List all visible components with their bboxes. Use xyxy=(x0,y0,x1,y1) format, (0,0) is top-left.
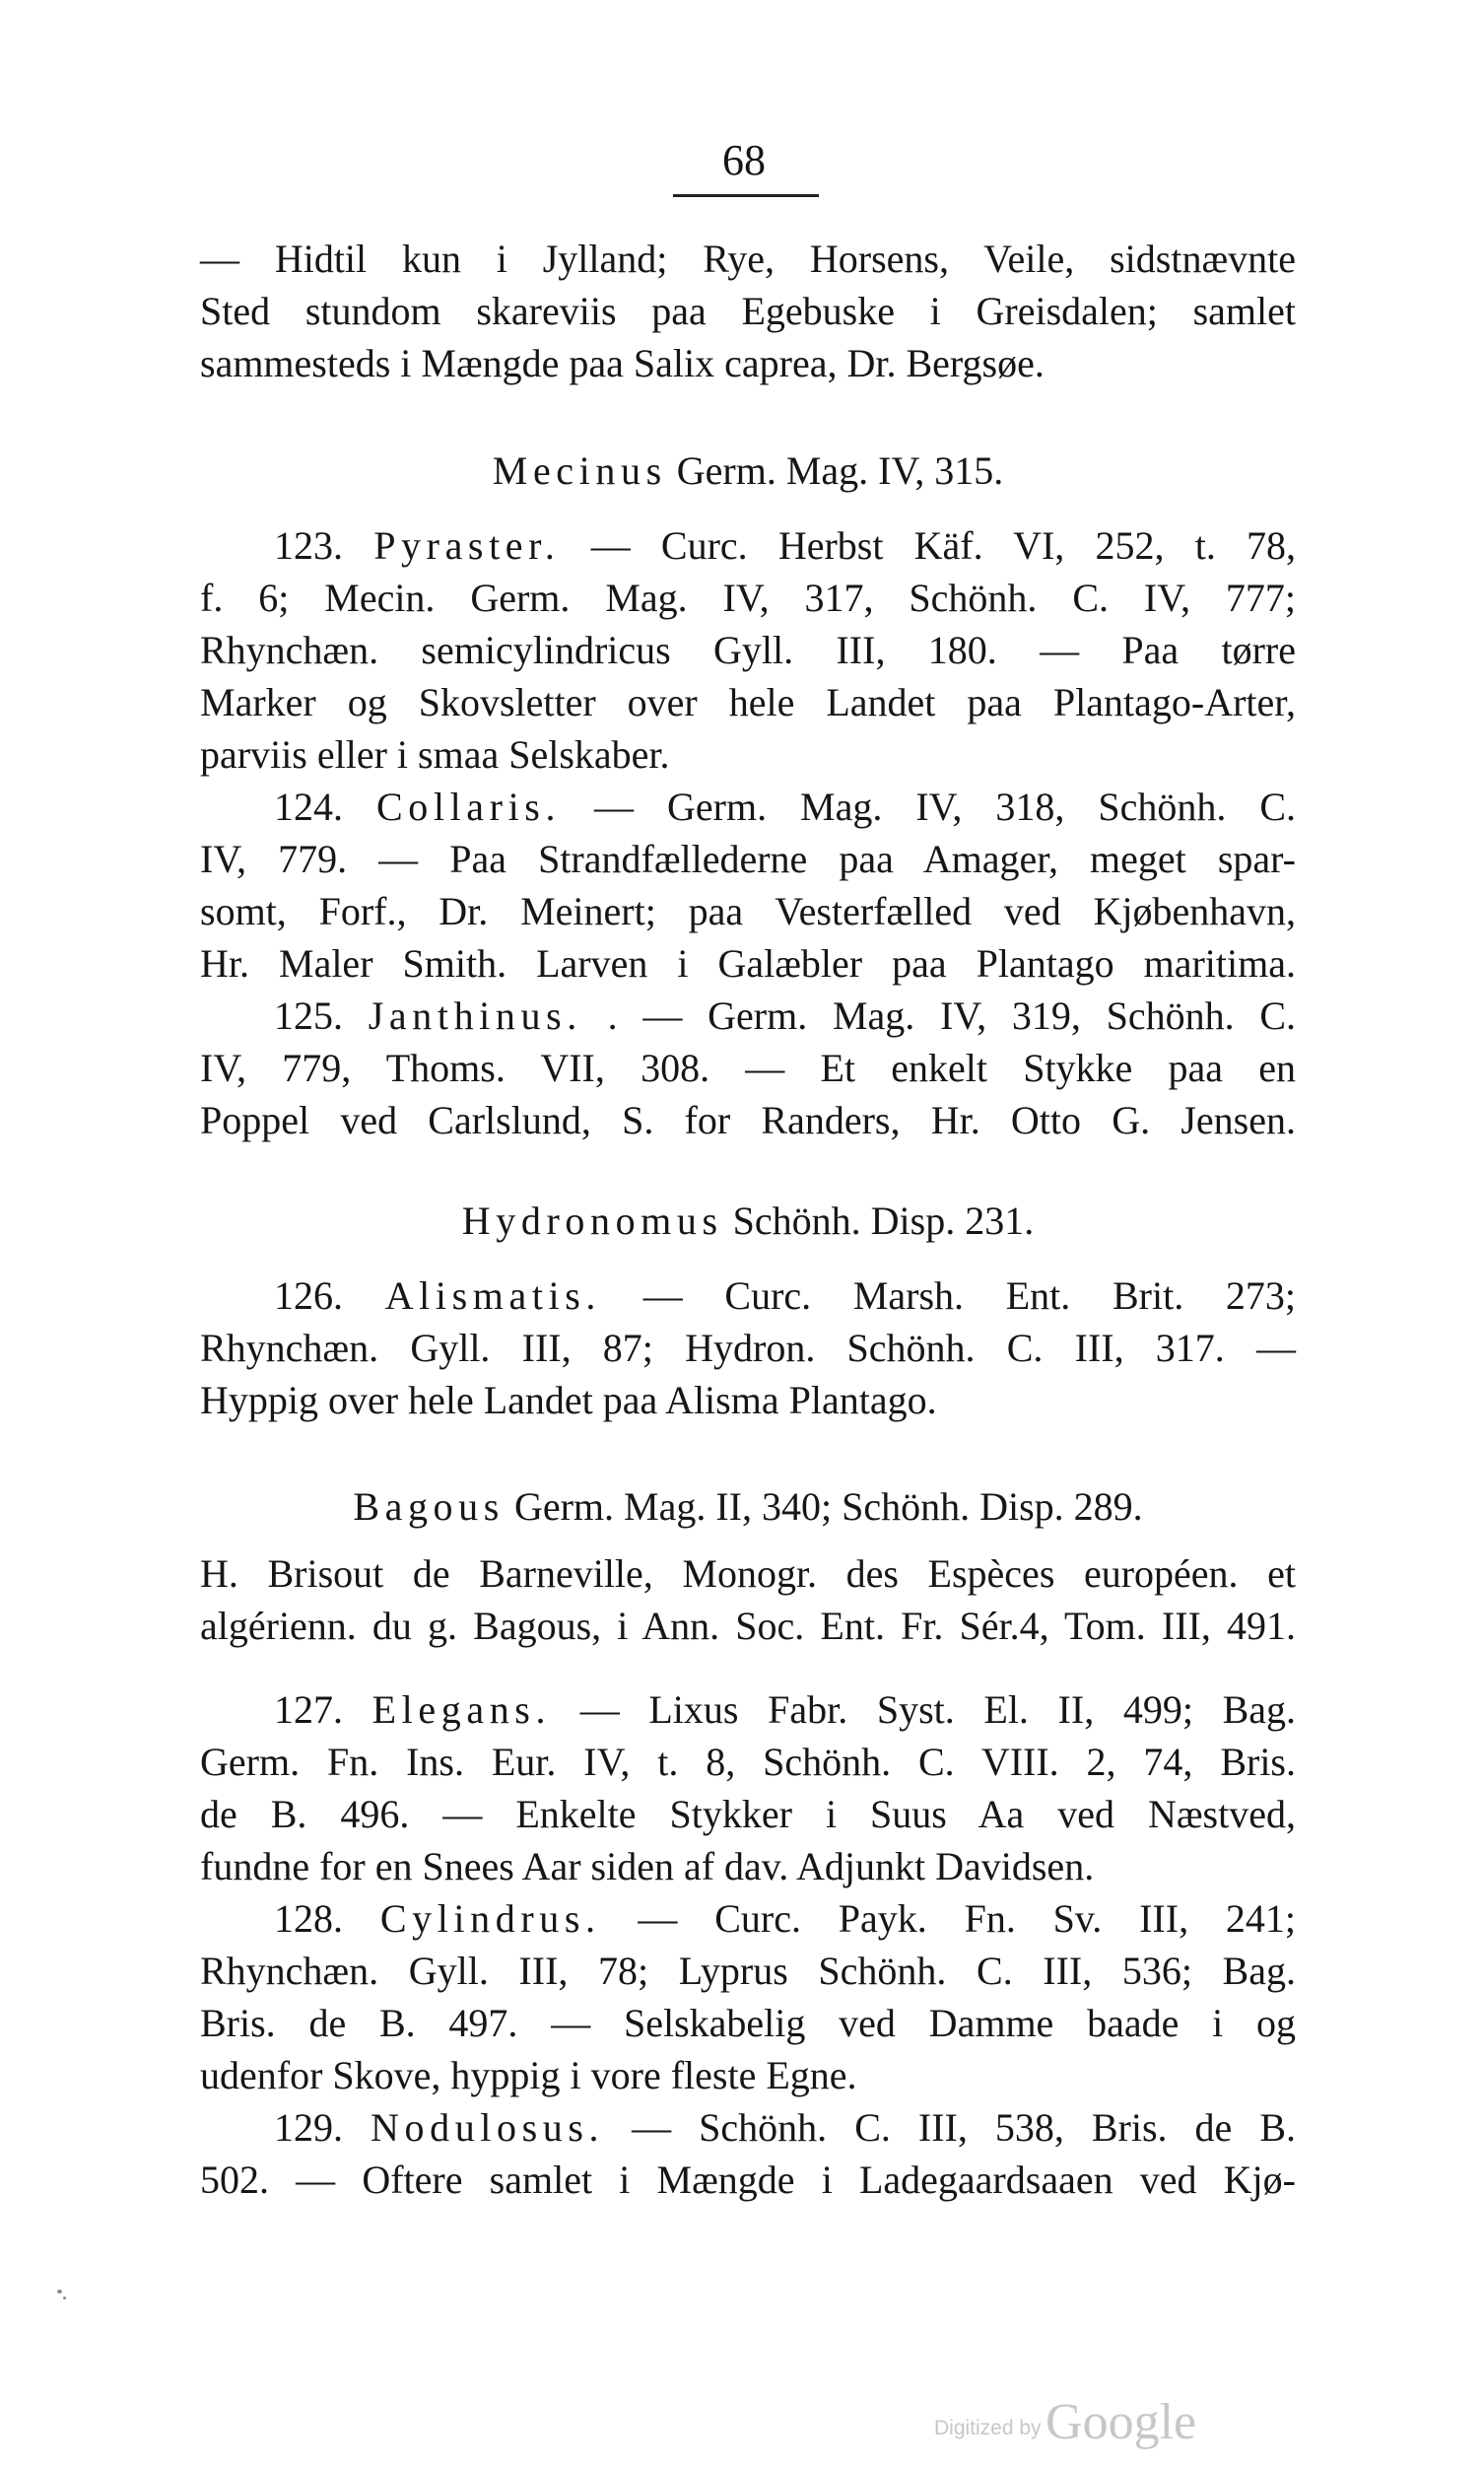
page-number-rule xyxy=(673,194,819,197)
species-entry-line xyxy=(200,2101,1296,2154)
text-line: H. Brisout de Barneville, Monogr. des Espèces européen. et xyxy=(200,1551,1296,1596)
text-line: Hyppig over hele Landet paa Alisma Plantago. xyxy=(200,1378,937,1422)
species-name: Pyraster. xyxy=(373,523,561,568)
text-line: IV, 779. — Paa Strandfællederne paa Amager, meget spar- xyxy=(200,837,1296,881)
genus-name: Mecinus xyxy=(492,448,667,493)
text-line: Rhynchæn. Gyll. III, 87; Hydron. Schönh. C. III, 317. — xyxy=(200,1326,1296,1370)
text-line: somt, Forf., Dr. Meinert; paa Vesterfælled ved Kjøbenhavn, xyxy=(200,889,1296,933)
genus-heading-mecinus xyxy=(200,445,1296,497)
text-line: f. 6; Mecin. Germ. Mag. IV, 317, Schönh. C. IV, 777; xyxy=(200,576,1296,620)
text-line: — Hidtil kun i Jylland; Rye, Horsens, Veile, sidstnævnte xyxy=(200,237,1296,281)
species-entry-line xyxy=(200,781,1296,833)
text-line: Bris. de B. 497. — Selskabelig ved Damme baade i og xyxy=(200,2001,1296,2045)
species-reference: — Curc. Marsh. Ent. Brit. 273; xyxy=(642,1273,1296,1318)
text-line: IV, 779, Thoms. VII, 308. — Et enkelt Stykke paa en xyxy=(200,1046,1296,1090)
species-name: Elegans. xyxy=(371,1687,552,1732)
species-name: Nodulosus. xyxy=(371,2105,605,2150)
text-line: Rhynchæn. Gyll. III, 78; Lyprus Schönh. C. III, 536; Bag. xyxy=(200,1949,1296,1993)
text-line: udenfor Skove, hyppig i vore fleste Egne. xyxy=(200,2053,857,2097)
text-line: sammesteds i Mængde paa Salix caprea, Dr. Bergsøe. xyxy=(200,341,1045,385)
google-logo: Google xyxy=(1046,2394,1197,2450)
text-line: de B. 496. — Enkelte Stykker i Suus Aa ved Næstved, xyxy=(200,1792,1296,1836)
species-name: Collaris. xyxy=(375,785,562,829)
genus-reference: Germ. Mag. IV, 315. xyxy=(676,448,1004,493)
genus-name: Bagous xyxy=(353,1484,505,1529)
species-name: Alismatis. xyxy=(384,1273,602,1318)
species-entry-line xyxy=(200,1269,1296,1322)
species-block-hydronomus xyxy=(200,1269,1296,1426)
species-entry-line xyxy=(200,1683,1296,1736)
species-reference: . — Germ. Mag. IV, 319, Schönh. C. xyxy=(607,994,1296,1038)
paragraph-hidtil xyxy=(200,233,1296,389)
species-reference: — Lixus Fabr. Syst. El. II, 499; Bag. xyxy=(579,1687,1297,1732)
text-line: Germ. Fn. Ins. Eur. IV, t. 8, Schönh. C. VIII. 2, 74, Bris. xyxy=(200,1740,1296,1784)
text-line: Rhynchæn. semicylindricus Gyll. III, 180. — Paa tørre xyxy=(200,628,1296,672)
species-entry-line xyxy=(200,519,1296,572)
monograph-reference xyxy=(200,1547,1296,1652)
watermark-digitized-by: Digitized by xyxy=(934,2417,1042,2439)
text-line: parviis eller i smaa Selskaber. xyxy=(200,732,670,777)
species-number: 124. xyxy=(274,785,343,829)
text-line: Sted stundom skareviis paa Egebuske i Greisdalen; samlet xyxy=(200,289,1296,333)
scan-speck xyxy=(63,2296,66,2299)
genus-heading-bagous xyxy=(200,1480,1296,1533)
scan-speck xyxy=(57,2290,62,2294)
species-block-bagous xyxy=(200,1683,1296,2206)
species-number: 123. xyxy=(274,523,343,568)
genus-heading-hydronomus xyxy=(200,1195,1296,1247)
text-line: algérienn. du g. Bagous, i Ann. Soc. Ent. Fr. Sér.4, Tom. III, 491. xyxy=(200,1604,1296,1648)
species-number: 126. xyxy=(274,1273,343,1318)
page-number: 68 xyxy=(722,136,766,184)
species-number: 127. xyxy=(274,1687,343,1732)
genus-name: Hydronomus xyxy=(461,1199,723,1243)
species-name: Janthinus. xyxy=(368,994,582,1038)
text-line: Marker og Skovsletter over hele Landet paa Plantago-Arter, xyxy=(200,680,1296,724)
species-reference: — Schönh. C. III, 538, Bris. de B. xyxy=(632,2105,1296,2150)
genus-reference: Schönh. Disp. 231. xyxy=(732,1199,1035,1243)
text-line: Poppel ved Carlslund, S. for Randers, Hr. Otto G. Jensen. xyxy=(200,1098,1296,1142)
digitized-by-google-watermark xyxy=(934,2393,1259,2452)
species-number: 128. xyxy=(274,1896,343,1941)
species-name: Cylindrus. xyxy=(379,1896,601,1941)
species-reference: — Curc. Payk. Fn. Sv. III, 241; xyxy=(638,1896,1296,1941)
species-block-mecinus xyxy=(200,519,1296,1146)
text-line: 502. — Oftere samlet i Mængde i Ladegaardsaaen ved Kjø- xyxy=(200,2158,1296,2202)
species-number: 125. xyxy=(274,994,343,1038)
species-number: 129. xyxy=(274,2105,343,2150)
genus-reference: Germ. Mag. II, 340; Schönh. Disp. 289. xyxy=(513,1484,1143,1529)
species-reference: — Germ. Mag. IV, 318, Schönh. C. xyxy=(594,785,1297,829)
text-line: Hr. Maler Smith. Larven i Galæbler paa Plantago maritima. xyxy=(200,941,1296,986)
text-line: fundne for en Snees Aar siden af dav. Adjunkt Davidsen. xyxy=(200,1844,1095,1888)
species-reference: — Curc. Herbst Käf. VI, 252, t. 78, xyxy=(590,523,1297,568)
species-entry-line xyxy=(200,990,1296,1042)
species-entry-line xyxy=(200,1892,1296,1945)
